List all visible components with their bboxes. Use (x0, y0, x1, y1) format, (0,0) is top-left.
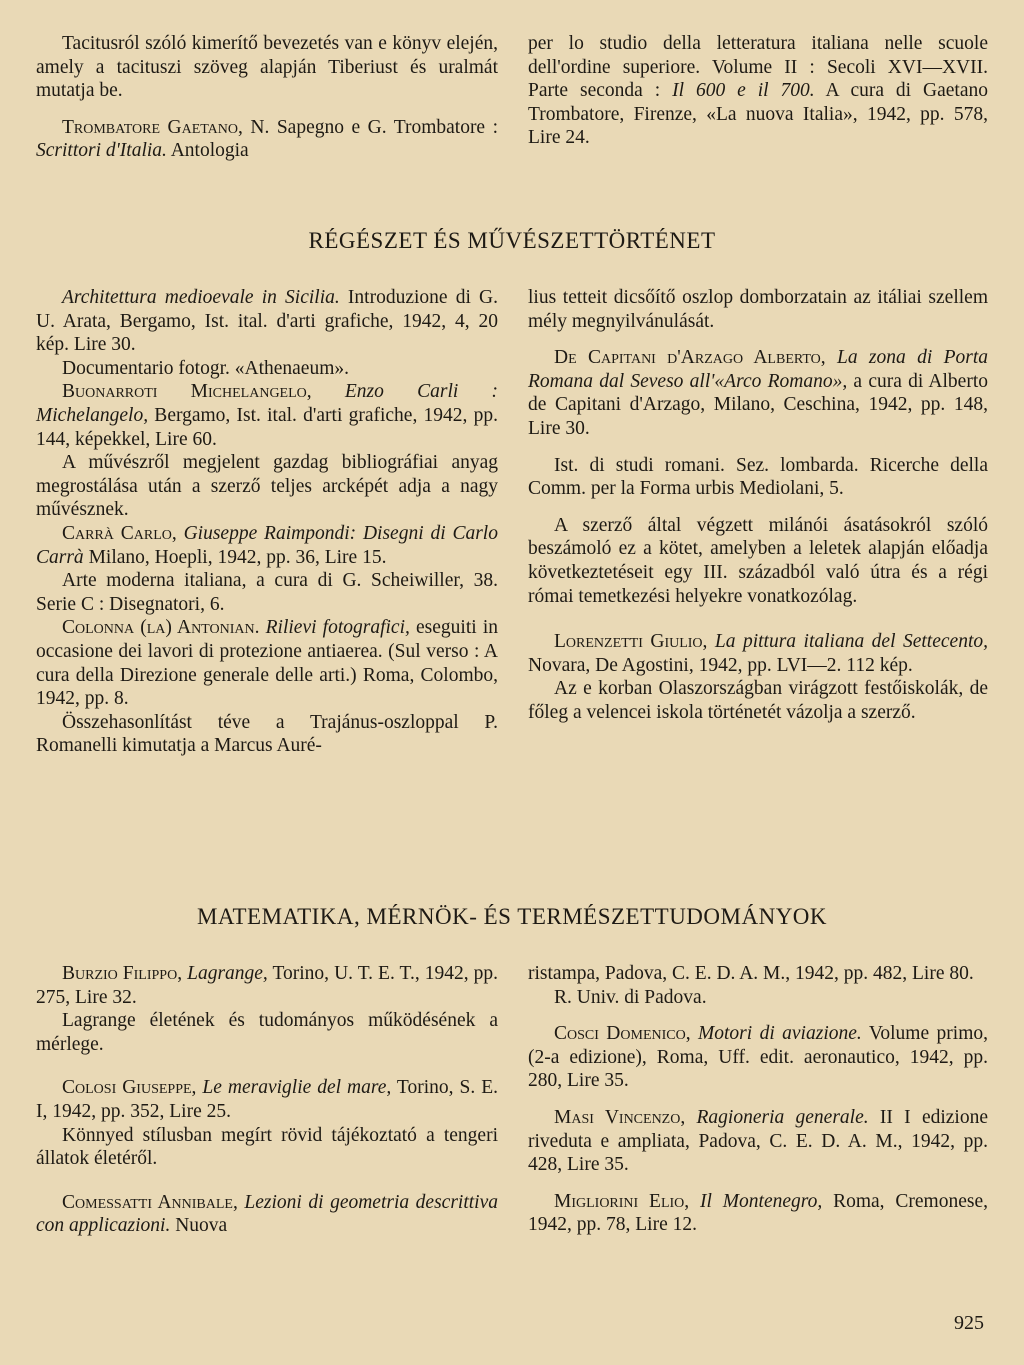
architettura-entry (36, 286, 498, 357)
lorenzetti-description: Az e korban Olaszországban virágzott festőiskolák, de főleg a velencei iskola történetét vázolja a szerző. (528, 678, 988, 723)
trombatore-entry-cont (528, 32, 988, 150)
entry-text: Torino, U. T. E. T., 1942, pp. 275, Lire 32. (36, 963, 498, 1008)
trombatore-entry (36, 116, 498, 163)
section-heading-archaeology: RÉGÉSZET ÉS MŰVÉSZETTÖRTÉNET (308, 228, 716, 253)
buonarroti-entry (36, 380, 498, 451)
burzio-description: Lagrange életének és tudományos működésének a mérlege. (36, 1010, 498, 1055)
entry-author: Cosci Domenico, (554, 1023, 691, 1045)
entry-author: Masi Vincenzo, (554, 1106, 686, 1128)
colosi-entry (36, 1076, 498, 1123)
masi-entry (528, 1106, 988, 1177)
entry-title: Architettura medioevale in Sicilia. (62, 287, 340, 308)
comessatti-entry (36, 1191, 498, 1238)
entry-text: per lo studio della letteratura italiana nelle scuole dell'ordine superiore. Volume II : Secoli XVI—XVII. Parte seconda : (528, 33, 988, 102)
buonarroti-description: A művészről megjelent gazdag bibliográfiai anyag megrostálása után a szerző teljes arcképét adja a nagy művésznek. (36, 452, 498, 521)
carra-entry (36, 522, 498, 569)
entry-text: Bergamo, Ist. ital. d'arti grafiche, 1942, pp. 144, képekkel, Lire 60. (36, 404, 498, 450)
entry-title: Enzo Carli : Michelangelo, (36, 381, 498, 426)
entry-author: De Capitani d'Arzago Alberto, (554, 347, 826, 369)
entry-author: Colosi Giuseppe, (62, 1077, 197, 1099)
entry-title: Motori di aviazione. (690, 1023, 862, 1045)
entry-note: Documentario fotogr. «Athenaeum». (62, 357, 350, 379)
entry-text: Antologia (166, 140, 249, 162)
comessatti-note: R. Univ. di Padova. (554, 986, 707, 1008)
entry-text: eseguiti in occasione dei lavori di protezione antiaerea. (Sul verso : A cura della Direzione generale delle arti.) Roma, Colombo, 1942, pp. 8. (36, 617, 498, 710)
migliorini-entry (528, 1190, 988, 1237)
entry-title: Il 600 e il 700. (672, 80, 815, 102)
entry-text: Introduzione di G. U. Arata, Bergamo, Ist. ital. d'arti grafiche, 1942, 4, 20 kép. Lire 30. (36, 287, 498, 356)
entry-title: Lagrange, (182, 963, 268, 984)
entry-text: Nuova (170, 1215, 228, 1237)
entry-author: Buonarroti Michelangelo, (62, 381, 312, 403)
entry-text: N. Sapegno e G. Trombatore : (242, 116, 498, 138)
entry-author: Colonna (la) Antonian. (62, 617, 260, 639)
science-left-column (36, 962, 498, 1238)
entry-text: II I edizione riveduta e ampliata, Padova, C. E. D. A. M., 1942, pp. 428, Lire 35. (528, 1106, 988, 1176)
entry-author: Trombatore Gaetano, (62, 116, 243, 138)
arte-moderna-entry: Arte moderna italiana, a cura di G. Scheiwiller, 38. Serie C : Disegnatori, 6. (36, 570, 498, 615)
entry-text: Milano, Hoepli, 1942, pp. 36, Lire 15. (83, 546, 387, 568)
entry-author: Carrà Carlo, (62, 522, 177, 544)
entry-author: Burzio Filippo, (62, 963, 183, 984)
page-number: 925 (954, 1312, 984, 1334)
de-capitani-entry (528, 346, 988, 440)
entry-title: Giuseppe Raimpondi: Disegni di Carlo Carrà (36, 522, 498, 568)
entry-text: Novara, De Agostini, 1942, pp. LVI—2. 112 kép. (528, 654, 913, 676)
entry-author: Comessatti Annibale, (62, 1191, 238, 1213)
archaeology-left-column (36, 286, 498, 758)
entry-title: La pittura italiana del Settecento, (707, 631, 988, 653)
top-left-column (36, 32, 498, 163)
tacitus-description: Tacitusról szóló kimerítő bevezetés van e könyv elején, amely a tacituszi szöveg alapján Tiberiust és uralmát mutatja be. (36, 33, 498, 102)
entry-text: Roma, Cremonese, 1942, pp. 78, Lire 12. (528, 1190, 988, 1236)
entry-title: Lezioni di geometria descrittiva con applicazioni. (36, 1191, 498, 1237)
colonna-description: Összehasonlítást téve a Trajánus-oszloppal P. Romanelli kimutatja a Marcus Auré- (36, 711, 498, 757)
entry-title: Rilievi fotografici, (259, 617, 410, 639)
entry-title: Le meraviglie del mare, (196, 1077, 392, 1099)
entry-text: Volume primo, (2-a edizione), Roma, Uff. edit. aeronautico, 1942, pp. 280, Lire 35. (528, 1023, 988, 1092)
colonna-entry (36, 616, 498, 710)
section-heading-science: MATEMATIKA, MÉRNÖK- ÉS TERMÉSZETTUDOMÁNYOK (196, 904, 828, 929)
science-right-column (528, 962, 988, 1237)
colonna-description-cont: lius tetteit dicsőítő oszlop domborzatain az itáliai szellem mély megnyilvánulását. (528, 287, 988, 332)
colosi-description: Könnyed stílusban megírt rövid tájékoztató a tengeri állatok életéről. (36, 1124, 498, 1170)
archaeology-right-column (528, 286, 988, 725)
studi-romani-description: A szerző által végzett milánói ásatásokról szóló beszámoló ez a kötet, amelyben a leletek alapján előadja következtetéseit egy III. századból való útra és a régi római temetkezési helyekre vonatkozólag. (528, 514, 988, 607)
entry-title: Il Montenegro, (689, 1190, 823, 1212)
lorenzetti-entry (528, 630, 988, 677)
studi-romani-entry: Ist. di studi romani. Sez. lombarda. Ricerche della Comm. per la Forma urbis Mediolani, 5. (528, 454, 988, 500)
entry-author: Lorenzetti Giulio, (554, 631, 708, 653)
entry-text: A cura di Gaetano Trombatore, Firenze, «La nuova Italia», 1942, pp. 578, Lire 24. (528, 80, 989, 149)
top-right-column (528, 32, 988, 150)
comessatti-entry-cont: ristampa, Padova, C. E. D. A. M., 1942, pp. 482, Lire 80. (528, 963, 974, 984)
entry-author: Migliorini Elio, (554, 1190, 690, 1212)
cosci-entry (528, 1022, 988, 1093)
entry-text: Torino, S. E. I, 1942, pp. 352, Lire 25. (36, 1077, 498, 1122)
entry-title: La zona di Porta Romana dal Seveso all'«Arco Romano», (528, 347, 988, 392)
entry-title: Ragioneria generale. (685, 1106, 869, 1128)
entry-title: Scrittori d'Italia. (36, 140, 167, 162)
entry-text: a cura di Alberto de Capitani d'Arzago, Milano, Ceschina, 1942, pp. 148, Lire 30. (528, 370, 988, 439)
burzio-entry (36, 962, 498, 1009)
